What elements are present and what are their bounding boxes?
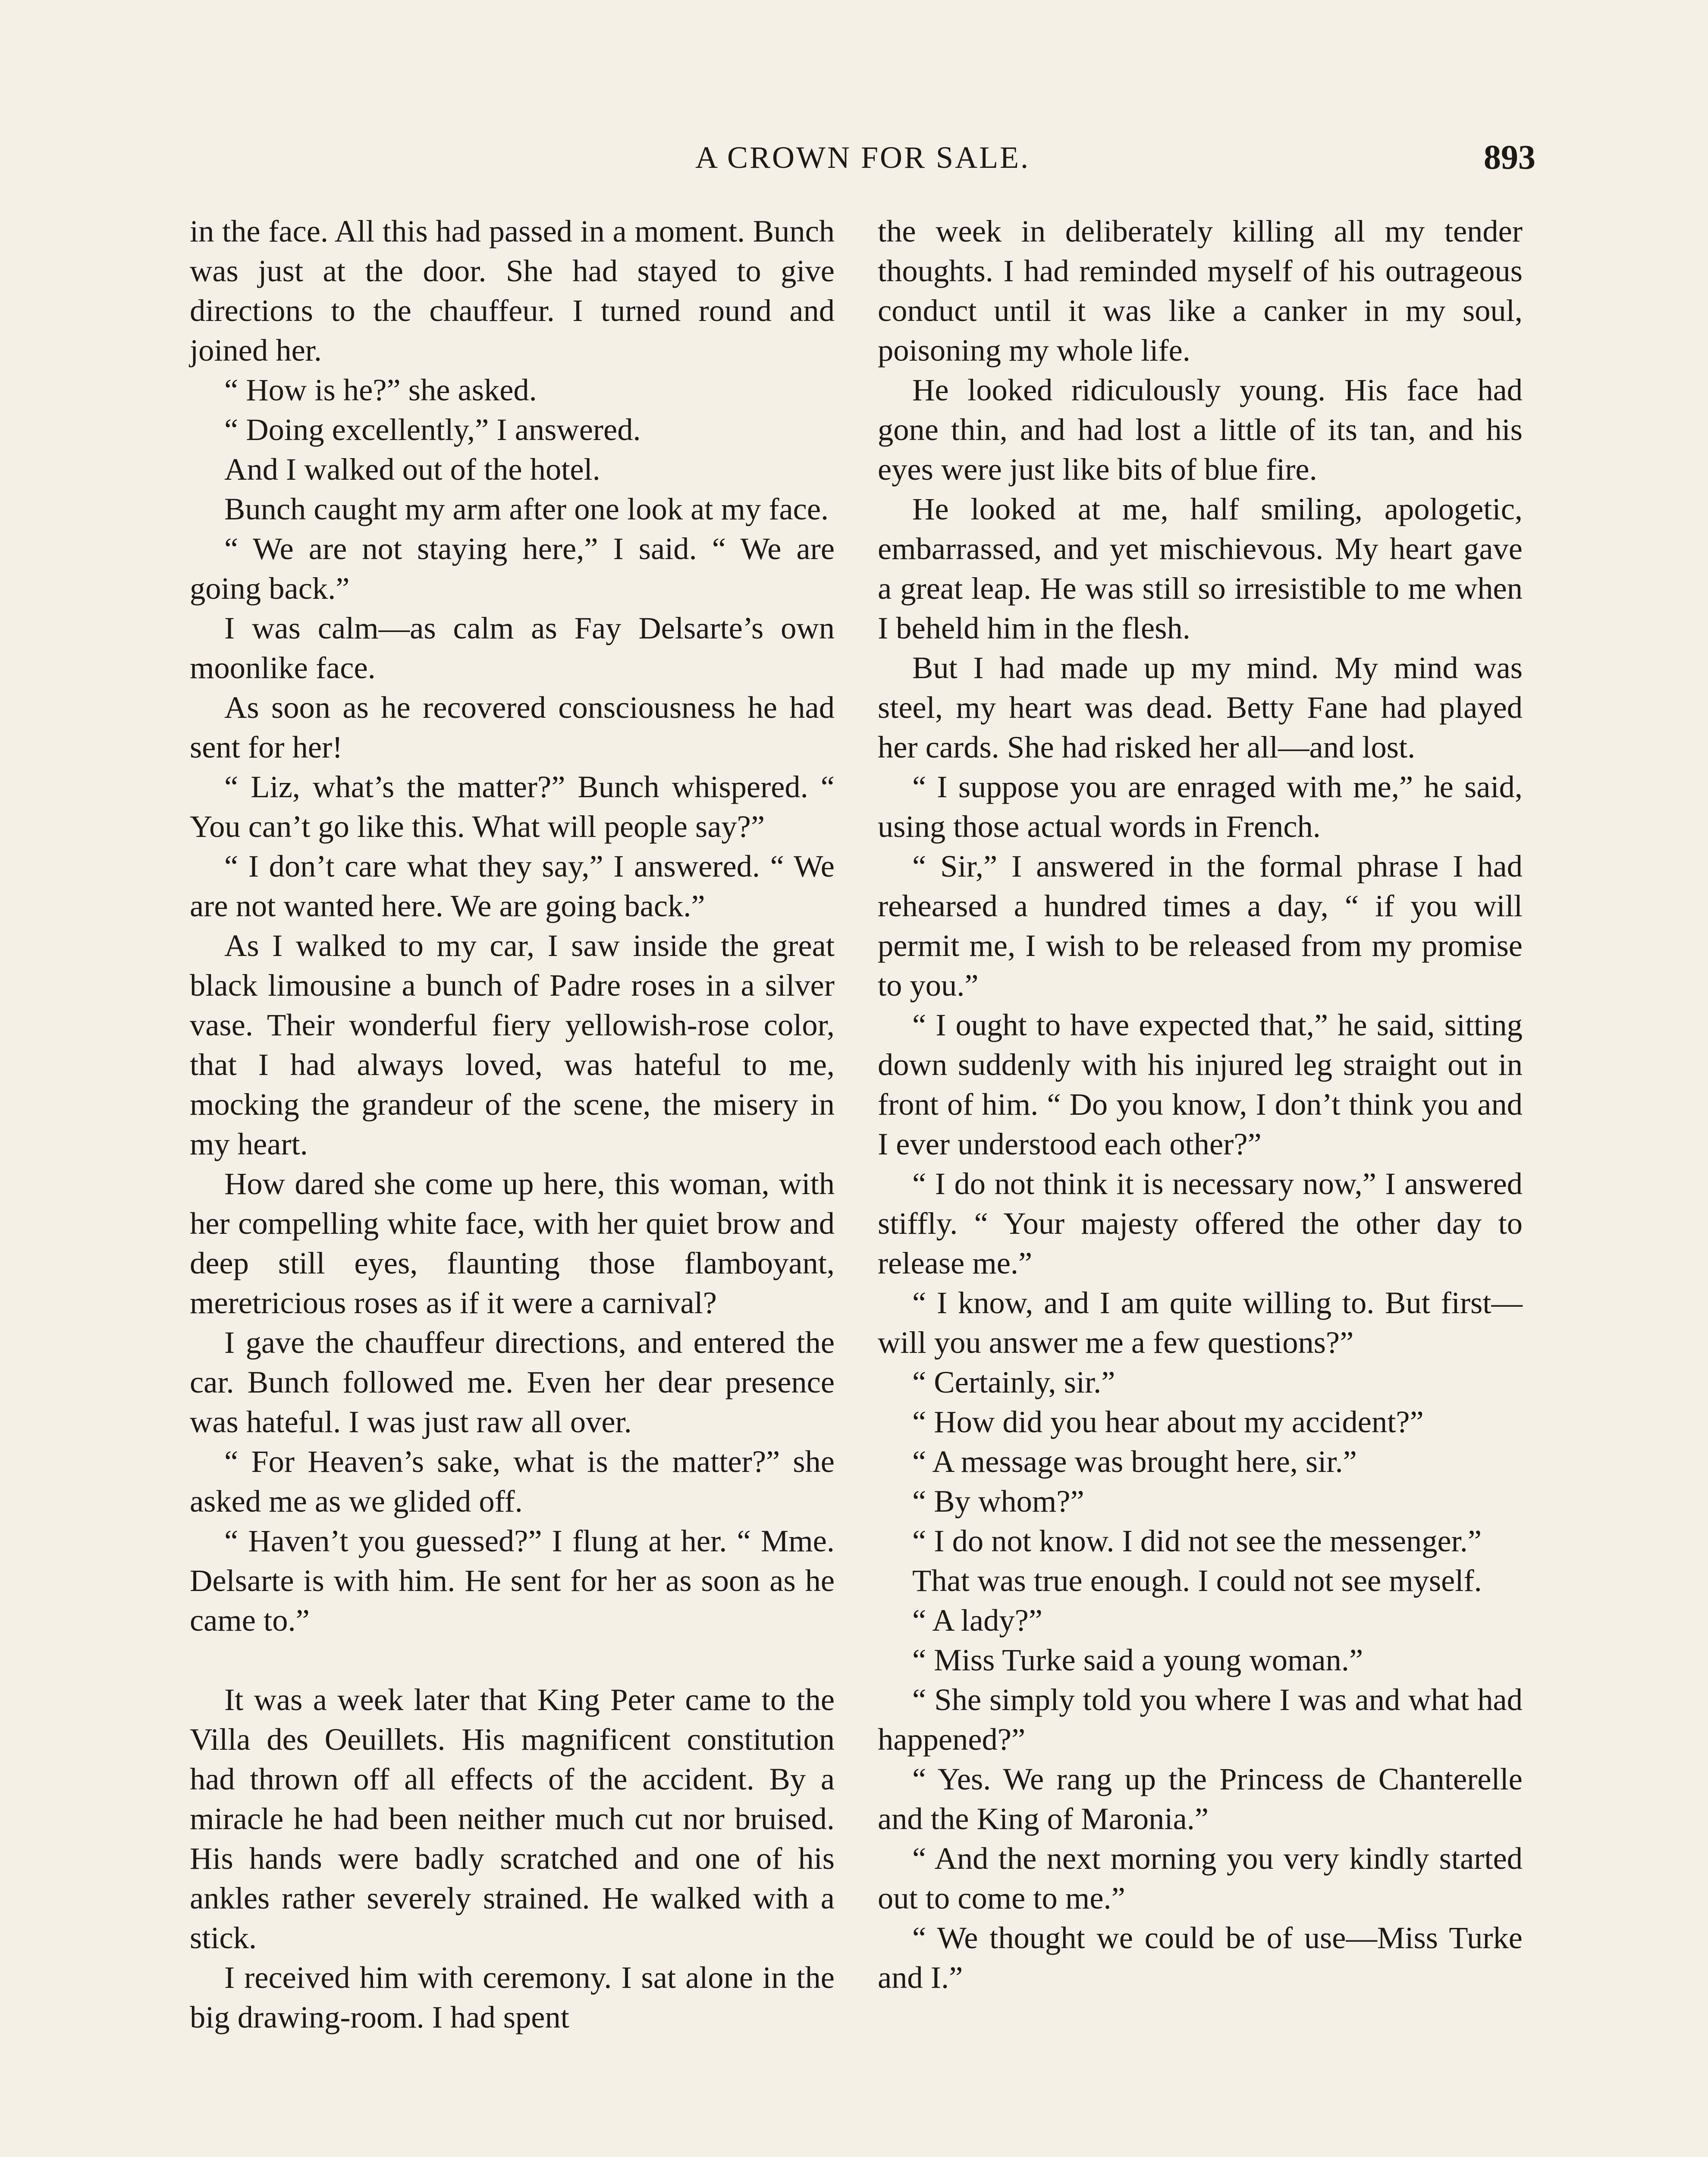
paragraph: That was true enough. I could not see myself. <box>912 1563 1482 1598</box>
paragraph: “ I know, and I am quite willing to. But first—will you answer me a few questions?” <box>878 1285 1523 1360</box>
paragraph: Bunch caught my arm after one look at my face. <box>224 491 829 526</box>
running-head <box>190 134 1535 181</box>
right-column <box>878 211 1523 1997</box>
paragraph: “ A lady?” <box>912 1603 1042 1638</box>
paragraph: “ I ought to have expected that,” he said, sitting down suddenly with his injured leg straight out in front of him. “ Do you know, I don’t think you and I ever understood each other?” <box>878 1007 1523 1161</box>
paragraph: I was calm—as calm as Fay Delsarte’s own moonlike face. <box>190 610 835 685</box>
paragraph: “ Doing excellently,” I answered. <box>224 412 641 447</box>
paragraph: “ And the next morning you very kindly started out to come to me.” <box>878 1841 1523 1915</box>
paragraph: “ Liz, what’s the matter?” Bunch whispered. “ You can’t go like this. What will people say?” <box>190 769 835 844</box>
paragraph: He looked at me, half smiling, apologetic, embarrassed, and yet mischievous. My heart gave a great leap. He was still so irresistible to me when I beheld him in the flesh. <box>878 491 1523 645</box>
paragraph: “ Yes. We rang up the Princess de Chanterelle and the King of Maronia.” <box>878 1761 1523 1836</box>
paragraph: I received him with ceremony. I sat alone in the big drawing-room. I had spent <box>190 1960 835 2034</box>
paragraph: “ We thought we could be of use—Miss Turke and I.” <box>878 1920 1523 1995</box>
paragraph: “ How did you hear about my accident?” <box>912 1404 1424 1439</box>
paragraph: And I walked out of the hotel. <box>224 452 600 487</box>
paragraph: As I walked to my car, I saw inside the great black limousine a bunch of Padre roses in a silver vase. Their wonderful fiery yellowish-rose color, that I had always loved, was hateful to me, mocking the grandeur of the scene, the misery in my heart. <box>190 928 835 1161</box>
paragraph: “ How is he?” she asked. <box>224 372 537 407</box>
paragraph: How dared she come up here, this woman, with her compelling white face, with her quiet brow and deep still eyes, flaunting those flamboyant, meretricious roses as if it were a carnival? <box>190 1166 835 1320</box>
paragraph: “ A message was brought here, sir.” <box>912 1444 1357 1479</box>
paragraph: “ Certainly, sir.” <box>912 1365 1115 1399</box>
section-start-paragraph: It was a week later that King Peter came to the Villa des Oeuillets. His magnificent constitution had thrown off all effects of the accident. By a miracle he had been neither much cut nor bruised. His hands were badly scratched and one of his ankles rather severely strained. He walked with a stick. <box>190 1682 835 1955</box>
paragraph: “ Miss Turke said a young woman.” <box>912 1642 1363 1677</box>
paragraph: “ Haven’t you guessed?” I flung at her. “ Mme. Delsarte is with him. He sent for her as soon as he came to.” <box>190 1523 835 1638</box>
paragraph: “ She simply told you where I was and what had happened?” <box>878 1682 1523 1757</box>
paragraph: “ For Heaven’s sake, what is the matter?” she asked me as we glided off. <box>190 1444 835 1519</box>
paragraph: “ We are not staying here,” I said. “ We are going back.” <box>190 531 835 606</box>
paragraph: He looked ridiculously young. His face had gone thin, and had lost a little of its tan, and his eyes were just like bits of blue fire. <box>878 372 1523 487</box>
paragraph: “ By whom?” <box>912 1484 1084 1519</box>
paragraph: “ Sir,” I answered in the formal phrase I had rehearsed a hundred times a day, “ if you will permit me, I wish to be released from my promise to you.” <box>878 849 1523 1003</box>
paragraph: “ I don’t care what they say,” I answered. “ We are not wanted here. We are going back.” <box>190 849 835 923</box>
running-title: A CROWN FOR SALE. <box>695 140 1030 175</box>
paragraph: the week in deliberately killing all my tender thoughts. I had reminded myself of his outrageous conduct until it was like a canker in my soul, poisoning my whole life. <box>878 214 1523 368</box>
paragraph: I gave the chauffeur directions, and entered the car. Bunch followed me. Even her dear presence was hateful. I was just raw all over. <box>190 1325 835 1439</box>
paragraph: in the face. All this had passed in a moment. Bunch was just at the door. She had stayed to give directions to the chauffeur. I turned round and joined her. <box>190 214 835 368</box>
paragraph: “ I suppose you are enraged with me,” he said, using those actual words in French. <box>878 769 1523 844</box>
paragraph: “ I do not know. I did not see the messenger.” <box>912 1523 1482 1558</box>
paragraph: “ I do not think it is necessary now,” I answered stiffly. “ Your majesty offered the other day to release me.” <box>878 1166 1523 1280</box>
left-column <box>190 211 835 2037</box>
paragraph: As soon as he recovered consciousness he had sent for her! <box>190 690 835 764</box>
paragraph: But I had made up my mind. My mind was steel, my heart was dead. Betty Fane had played her cards. She had risked her all—and lost. <box>878 650 1523 764</box>
page-number: 893 <box>1484 138 1535 176</box>
